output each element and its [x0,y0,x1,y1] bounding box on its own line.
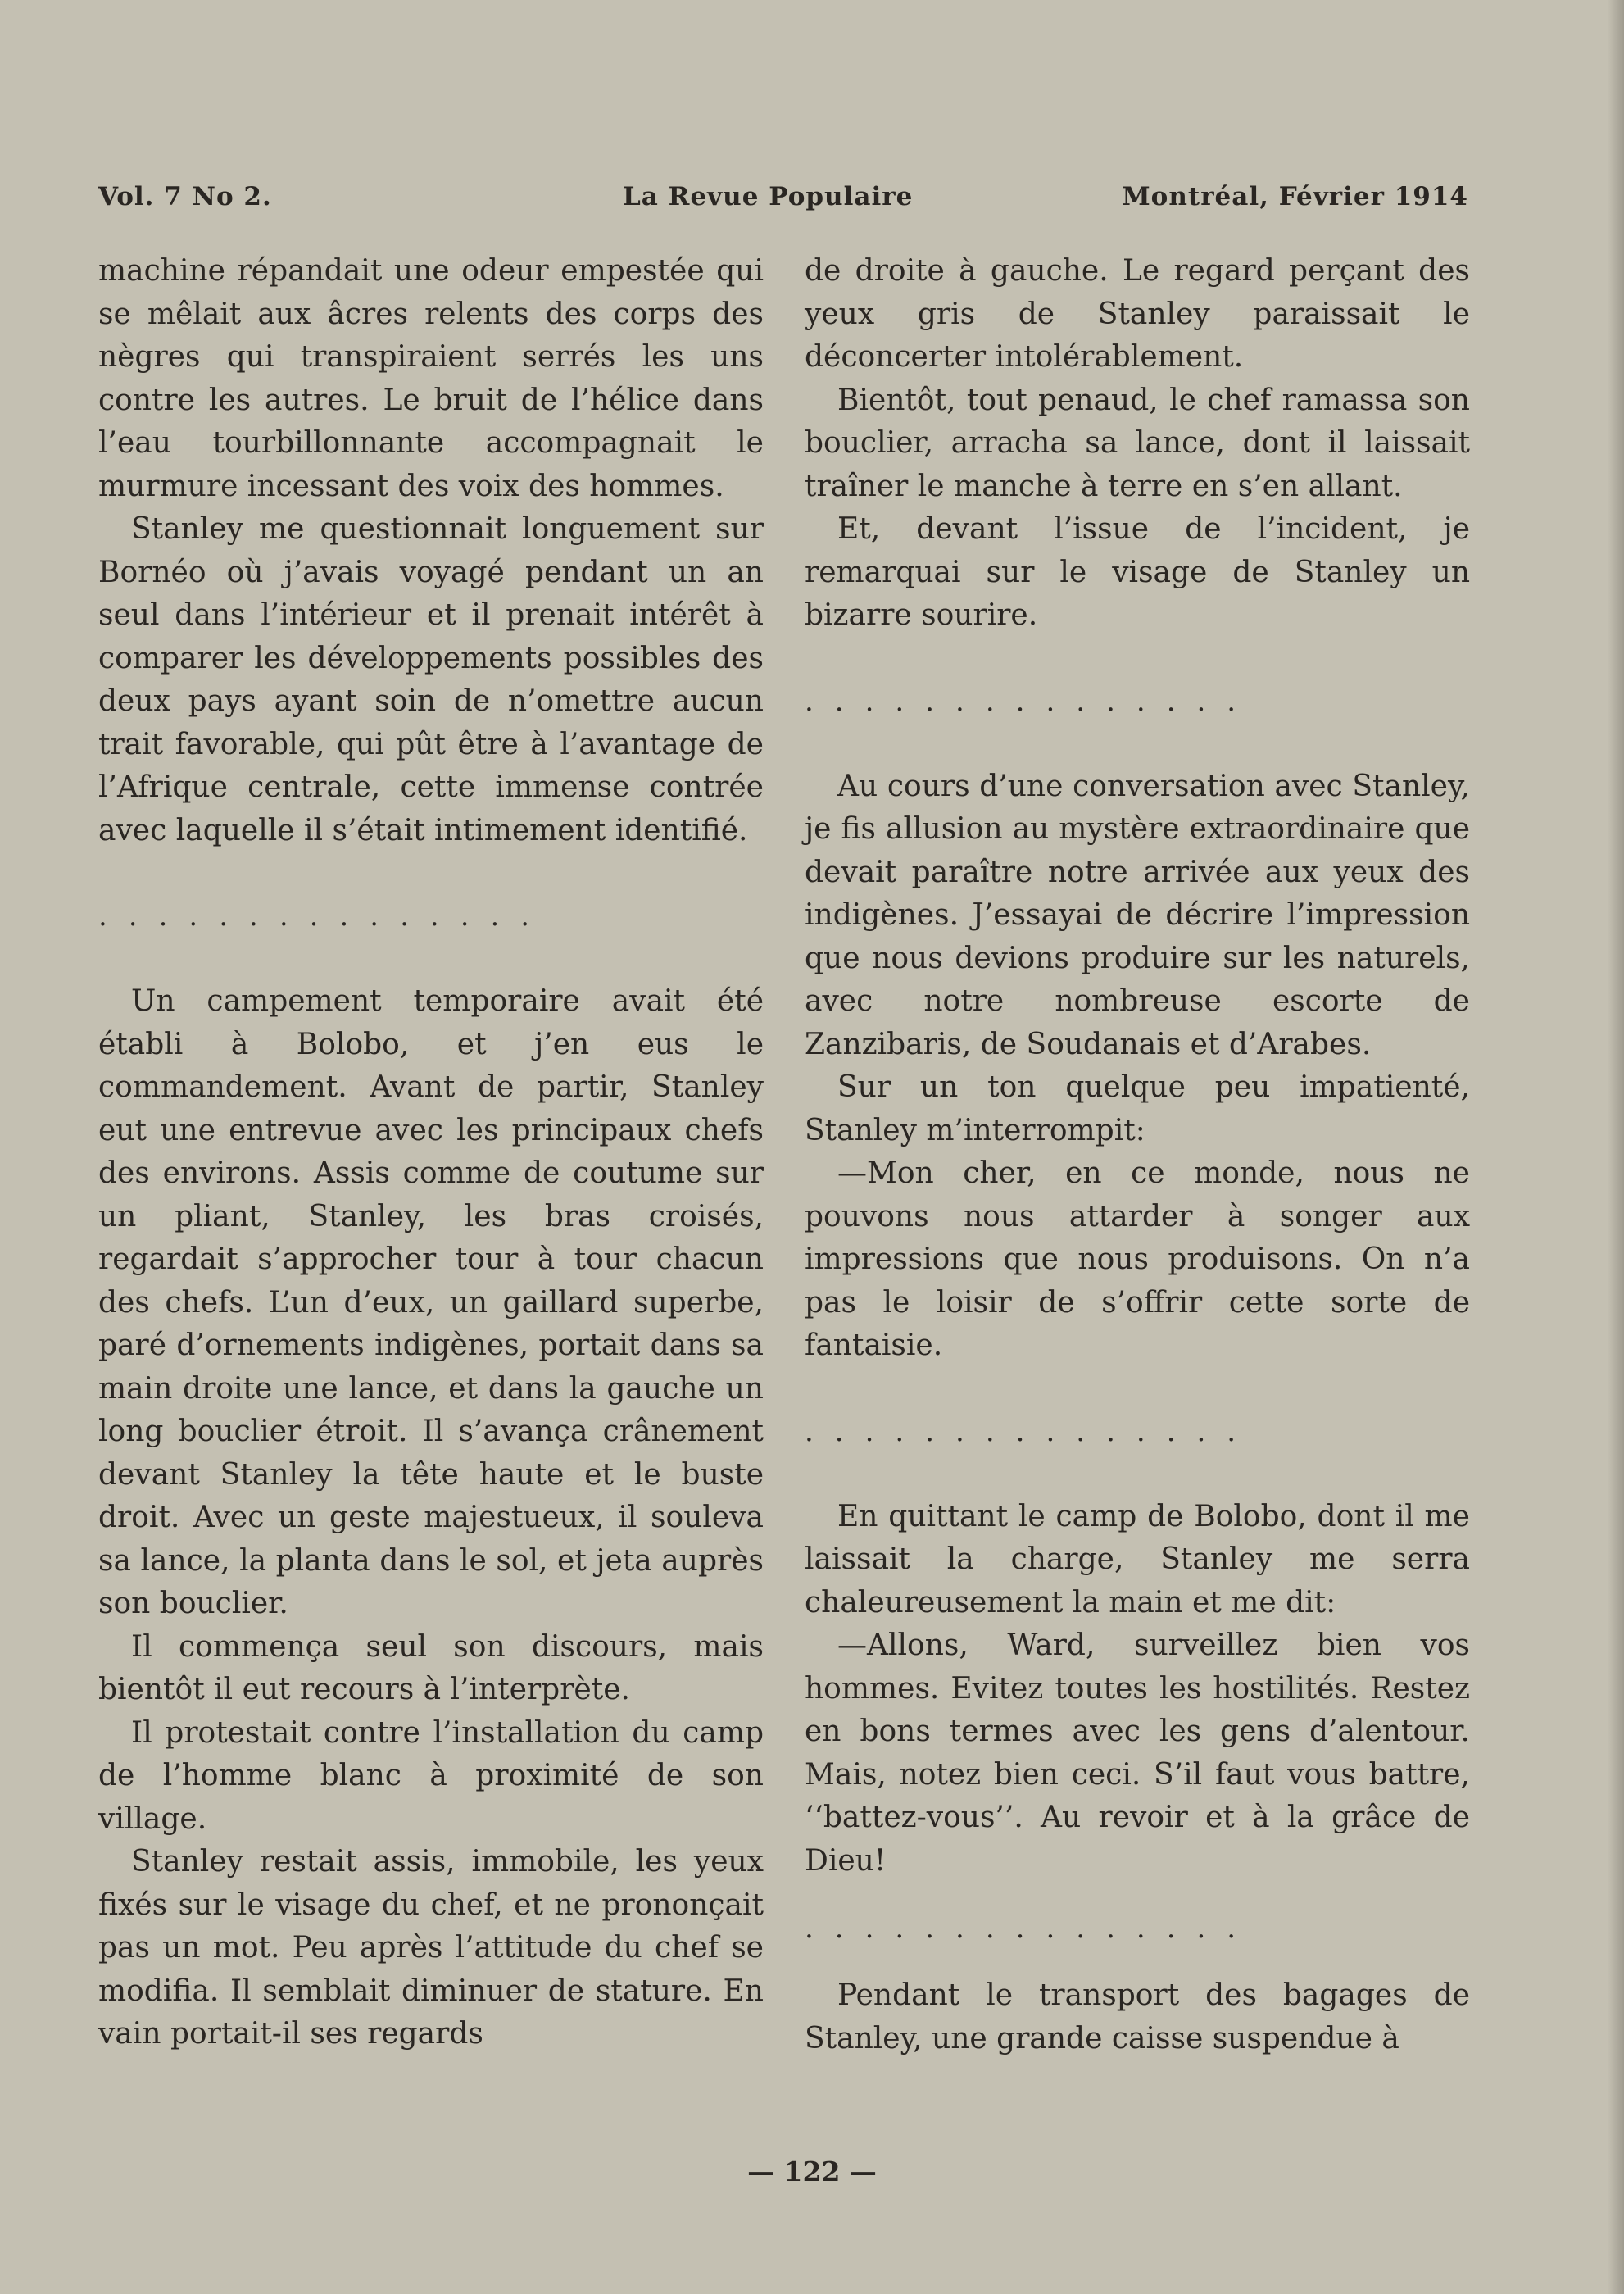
right-column [805,250,1470,2060]
volume-label: Vol. 7 No 2. [98,182,272,211]
spacer [98,852,764,895]
section-break-dots: ............... [98,900,551,933]
paragraph: En quittant le camp de Bolobo, dont il me laissait la charge, Stanley me serra chaleureusement la main et me dit: [805,1499,1470,1619]
spacer [805,1453,1470,1496]
section-break-dots: ............... [805,684,1258,718]
magazine-title: La Revue Populaire [623,182,914,211]
paragraph: Bientôt, tout penaud, le chef ramassa son bouclier, arracha sa lance, dont il laissait traîner le manche à terre en s’en allant. [805,383,1470,503]
paragraph: Un campement temporaire avait été établi à Bolobo, et j’en eus le commandement. Avant de partir, Stanley eut une entrevue avec les principaux chefs des environs. Assis comme de coutume sur un pliant, Stanley, les bras croisés, regardait s’approcher tour à tour chacun des chefs. L’un d’eux, un gaillard superbe, paré d’ornements indigènes, portait dans sa main droite une lance, et dans la gauche un long bouclier étroit. Il s’avança crânement devant Stanley la tête haute et le buste droit. Avec un geste majestueux, il souleva sa lance, la planta dans le sol, et jeta auprès son bouclier. [98,984,764,1620]
paragraph: Pendant le transport des bagages de Stanley, une grande caisse suspendue à [805,1978,1470,2056]
paragraph: Sur un ton quelque peu impatienté, Stanley m’interrompit: [805,1070,1470,1147]
section-break-dots: ............... [805,1415,1258,1448]
spacer [98,938,764,980]
page-edge [1608,0,1624,2294]
left-column [98,250,764,2056]
spacer [805,723,1470,765]
spacer [805,1950,1470,1974]
spacer [805,1883,1470,1907]
paragraph: Il protestait contre l’installation du camp de l’homme blanc à proximité de son village. [98,1715,764,1836]
page-number: — 122 — [747,2155,877,2187]
section-break-dots: ............... [805,1912,1258,1945]
paragraph: machine répandait une odeur empestée qui se mêlait aux âcres relents des corps des nègres qui transpiraient serrés les uns contre les autres. Le bruit de l’hélice dans l’eau tourbillonnante accompagnait le murmure incessant des voix des hommes. [98,254,764,503]
issue-date: Montréal, Février 1914 [1122,182,1468,211]
paragraph: —Mon cher, en ce monde, nous ne pouvons nous attarder à songer aux impressions que nous produisons. On n’a pas le loisir de s’offrir cette sorte de fantaisie. [805,1156,1470,1362]
paragraph: —Allons, Ward, surveillez bien vos hommes. Evitez toutes les hostilités. Restez en bons termes avec les gens d’alentour. Mais, notez bien ceci. S’il faut vous battre, ‘‘battez-vous’’. Au revoir et à la grâce de Dieu! [805,1629,1470,1878]
spacer [805,1368,1470,1410]
spacer [805,638,1470,680]
paragraph: Stanley me questionnait longuement sur Bornéo où j’avais voyagé pendant un an seul dans l’intérieur et il prenait intérêt à comparer les développements possibles des deux pays ayant soin de n’omettre aucun trait favorable, qui pût être à l’avantage de l’Afrique centrale, cette immense contrée avec laquelle il s’était intimement identifié. [98,512,764,847]
paragraph: de droite à gauche. Le regard perçant des yeux gris de Stanley paraissait le déconcerter intolérablement. [805,254,1470,374]
paragraph: Stanley restait assis, immobile, les yeux fixés sur le visage du chef, et ne prononçait pas un mot. Peu après l’attitude du chef se modifia. Il semblait diminuer de stature. En vain portait-il ses regards [98,1845,764,2051]
paragraph: Au cours d’une conversation avec Stanley, je fis allusion au mystère extraordinaire que devait paraître notre arrivée aux yeux des indigènes. J’essayai de décrire l’impression que nous devions produire sur les naturels, avec notre nombreuse escorte de Zanzibaris, de Soudanais et d’Arabes. [805,769,1470,1061]
paragraph: Et, devant l’issue de l’incident, je remarquai sur le visage de Stanley un bizarre sourire. [805,512,1470,632]
paragraph: Il commença seul son discours, mais bientôt il eut recours à l’interprète. [98,1629,764,1706]
running-header [98,182,1468,223]
